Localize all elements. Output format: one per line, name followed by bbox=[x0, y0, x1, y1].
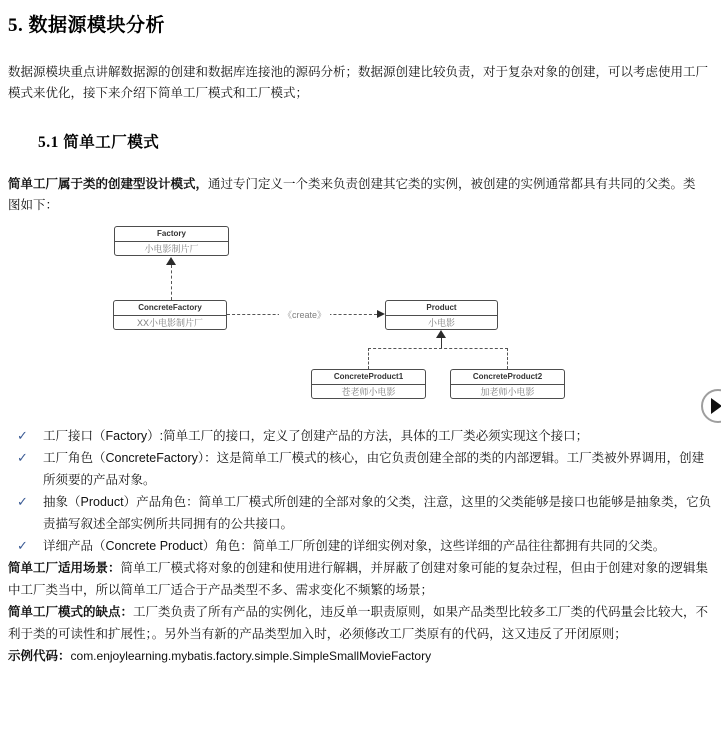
uml-box-concrete-factory bbox=[113, 300, 227, 330]
drawback-label: 简单工厂模式的缺点： bbox=[8, 605, 134, 619]
uml-box-product bbox=[385, 300, 498, 330]
realization-arrowhead-icon bbox=[166, 257, 176, 265]
drawback-paragraph bbox=[8, 601, 713, 645]
generalization-dashed-crossbar bbox=[368, 348, 508, 349]
realization-dashed-line bbox=[171, 265, 172, 300]
sample-code-paragraph bbox=[8, 645, 713, 667]
drawback-text: 工厂类负责了所有产品的实例化，违反单一职责原则，如果产品类型比较多工厂类的代码量会比较大，不利于类的可读性和扩展性；。另外当有新的产品类型加入时，必须修改工厂类原有的代码，这又违反了开闭原则； bbox=[8, 605, 709, 641]
uml-box-concrete-product2-title: ConcreteProduct2 bbox=[451, 370, 564, 385]
bullet-text: 工厂接口（Factory）:简单工厂的接口，定义了创建产品的方法，具体的工厂类必须实现这个接口； bbox=[43, 429, 589, 443]
list-item bbox=[0, 491, 721, 535]
checkmark-icon: ✓ bbox=[17, 538, 28, 553]
list-item bbox=[0, 535, 721, 557]
uml-box-product-subtitle: 小电影 bbox=[427, 317, 455, 328]
bullet-text: 工厂角色（ConcreteFactory）：这是简单工厂模式的核心，由它负责创建全部的类的内部逻辑。工厂类被外界调用，创建所须要的产品对象。 bbox=[43, 451, 705, 487]
class-diagram bbox=[0, 221, 721, 411]
checkmark-icon: ✓ bbox=[17, 450, 28, 465]
bullet-text: 详细产品（Concrete Product）角色：简单工厂所创建的详细实例对象，这些详细的产品往往都拥有共同的父类。 bbox=[43, 539, 666, 553]
usage-scenario-label: 简单工厂适用场景： bbox=[8, 561, 121, 575]
pattern-intro-rest: 通过专门定义一个类来负责创建其它类的实例，被创建的实例通常都具有共同的父类。类图如下： bbox=[8, 177, 696, 212]
checkmark-icon: ✓ bbox=[17, 494, 28, 509]
pattern-intro-lead: 简单工厂属于类的创建型设计模式， bbox=[8, 177, 209, 191]
generalization-arrowhead-icon bbox=[436, 330, 446, 338]
sample-code-label: 示例代码： bbox=[8, 649, 71, 663]
section-subtitle: 5.1 简单工厂模式 bbox=[38, 134, 160, 151]
uml-box-concrete-product1-subtitle: 苍老师小电影 bbox=[341, 386, 396, 397]
usage-scenario-paragraph bbox=[8, 557, 713, 601]
create-arrowhead-icon bbox=[377, 310, 385, 318]
intro-paragraph: 数据源模块重点讲解数据源的创建和数据库连接池的源码分析；数据源创建比较负责，对于复杂对象的创建，可以考虑使用工厂模式来优化，接下来介绍下简单工厂模式和工厂模式； bbox=[8, 65, 709, 100]
uml-box-factory bbox=[114, 226, 229, 256]
page-title: 5. 数据源模块分析 bbox=[8, 15, 166, 36]
pattern-intro-paragraph bbox=[8, 174, 708, 216]
uml-box-product-title: Product bbox=[386, 301, 497, 316]
list-item bbox=[0, 447, 721, 491]
sample-code-path: com.enjoylearning.mybatis.factory.simple.SimpleSmallMovieFactory bbox=[70, 649, 432, 663]
concrete-product2-dashed-line bbox=[507, 348, 508, 369]
uml-box-concrete-product2-subtitle: 加老师小电影 bbox=[480, 386, 535, 397]
uml-box-concrete-product1-title: ConcreteProduct1 bbox=[312, 370, 425, 385]
uml-box-concrete-factory-subtitle: XX小电影制片厂 bbox=[136, 317, 203, 328]
uml-box-factory-subtitle: 小电影制片厂 bbox=[144, 243, 199, 254]
uml-box-factory-title: Factory bbox=[115, 227, 228, 242]
create-label: 《create》 bbox=[279, 308, 330, 321]
notes-section bbox=[8, 557, 713, 667]
usage-scenario-text: 简单工厂模式将对象的创建和使用进行解耦，并屏蔽了创建对象可能的复杂过程，但由于创建对象的逻辑集中工厂类当中，所以简单工厂适合于产品类型不多、需求变化不频繁的场景； bbox=[8, 561, 709, 597]
uml-box-concrete-factory-title: ConcreteFactory bbox=[114, 301, 226, 316]
uml-box-concrete-product1 bbox=[311, 369, 426, 399]
list-item bbox=[0, 425, 721, 447]
next-page-button[interactable] bbox=[701, 389, 721, 423]
checkmark-icon: ✓ bbox=[17, 428, 28, 443]
bullet-text: 抽象（Product）产品角色：简单工厂模式所创建的全部对象的父类，注意，这里的父类能够是接口也能够是抽象类，它负责描写叙述全部实例所共同拥有的公共接口。 bbox=[43, 495, 712, 531]
role-bullet-list bbox=[0, 425, 721, 557]
play-arrow-icon bbox=[711, 398, 721, 414]
concrete-product1-dashed-line bbox=[368, 348, 369, 369]
uml-box-concrete-product2 bbox=[450, 369, 565, 399]
